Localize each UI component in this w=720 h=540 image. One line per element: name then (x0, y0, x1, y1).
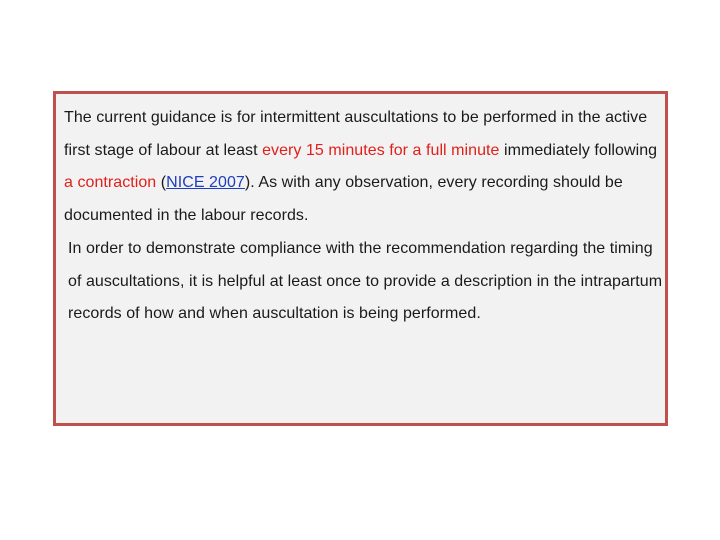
guidance-text-start: The current guidance is for intermittent auscultations to be performed in the active first stage of labour at least (64, 109, 648, 159)
guidance-text-middle: immediately following (499, 141, 658, 159)
nice-2007-link[interactable]: NICE 2007 (166, 174, 245, 192)
frequency-highlight: every 15 minutes for a full minute (262, 141, 500, 159)
open-paren: ( (156, 174, 167, 192)
guidance-paragraph (64, 102, 664, 233)
contraction-highlight: a contraction (64, 174, 157, 192)
guidance-text-end: ). As with any observation, every recording should be documented in the labour records. (64, 174, 623, 225)
text-box (53, 91, 668, 426)
compliance-paragraph: In order to demonstrate compliance with the recommendation regarding the timing of auscultations, it is helpful at least once to provide a description in the intrapartum records of how and when auscultation is being performed. (68, 240, 663, 323)
